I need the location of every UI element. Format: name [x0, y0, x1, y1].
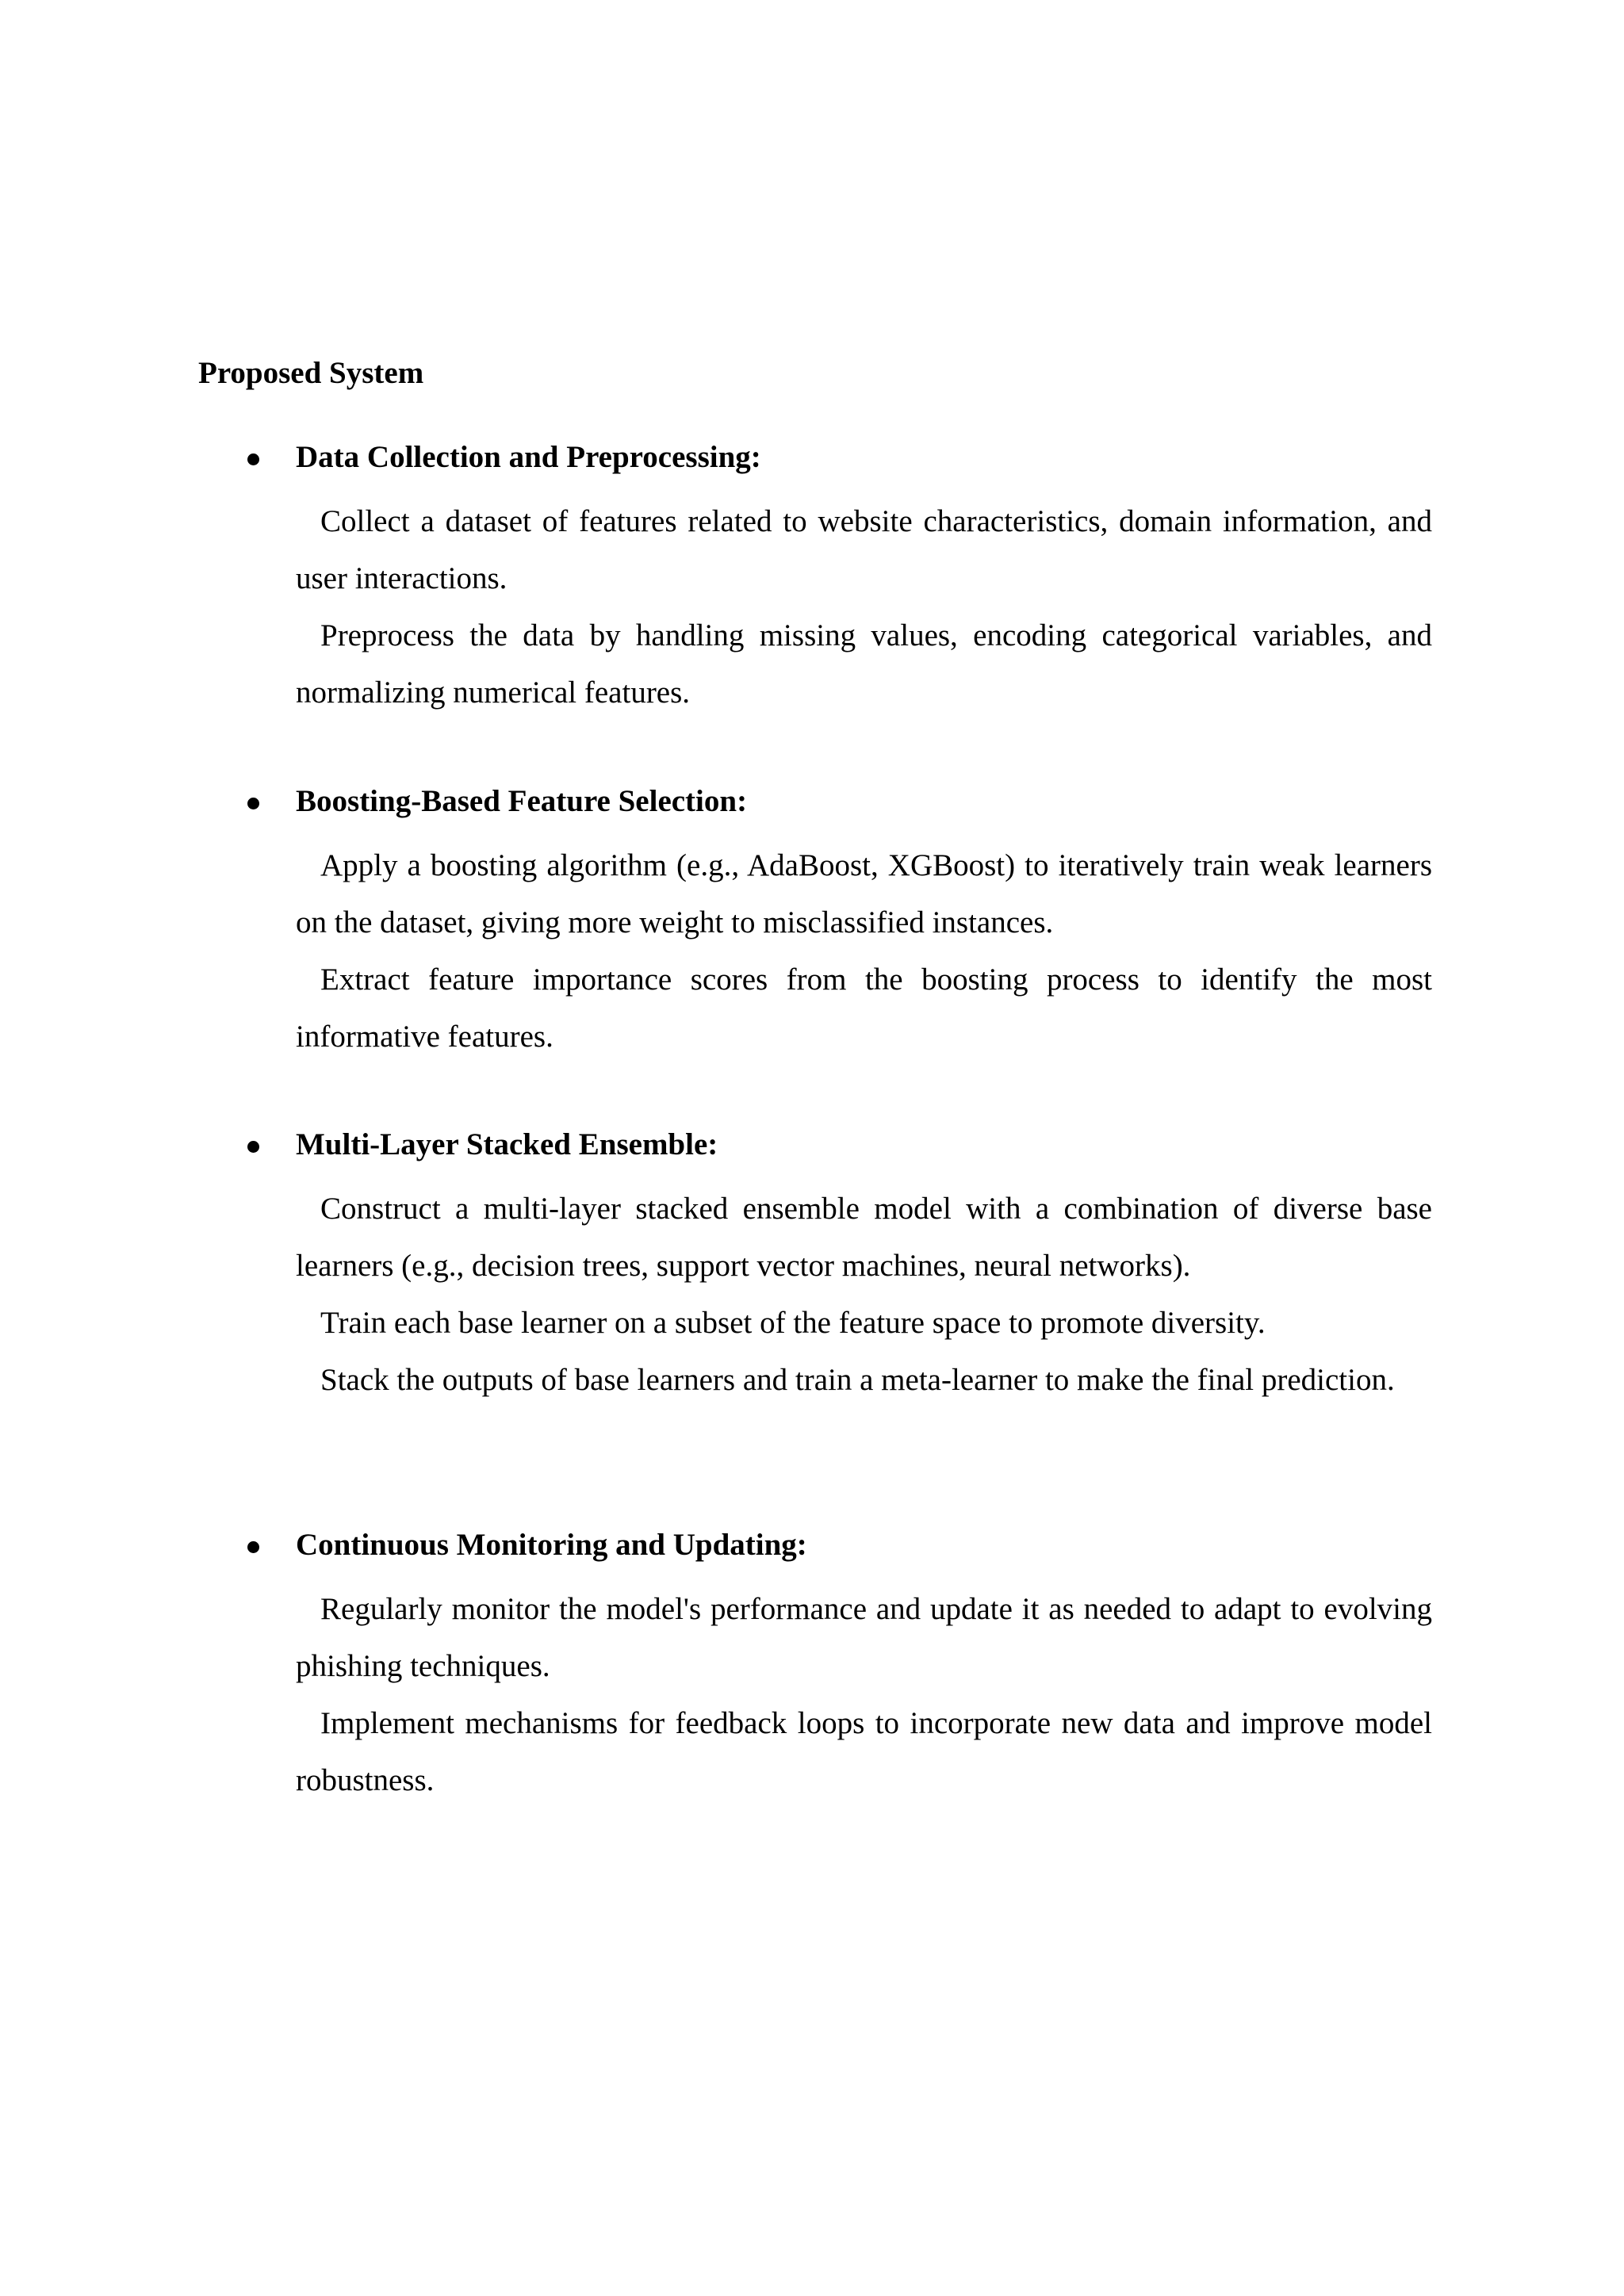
paragraph: Extract feature importance scores from the boosting process to identify the most informative features. [296, 962, 1432, 1054]
section-heading: Boosting-Based Feature Selection: [296, 784, 748, 818]
paragraph: Preprocess the data by handling missing values, encoding categorical variables, and normalizing numerical features. [296, 618, 1432, 710]
section-body [296, 493, 1432, 721]
paragraph: Train each base learner on a subset of the feature space to promote diversity. [320, 1306, 1266, 1340]
paragraph: Regularly monitor the model's performance and update it as needed to adapt to evolving phishing techniques. [296, 1592, 1432, 1683]
paragraph: Collect a dataset of features related to website characteristics, domain information, and user interactions. [296, 504, 1432, 595]
bullet-icon [247, 453, 259, 465]
paragraph: Apply a boosting algorithm (e.g., AdaBoost, XGBoost) to iteratively train weak learners on the dataset, giving more weight to misclassified instances. [296, 848, 1432, 939]
section-body [296, 1581, 1432, 1809]
section-heading: Multi-Layer Stacked Ensemble: [296, 1127, 718, 1161]
bullet-icon [247, 1141, 259, 1153]
section-heading: Continuous Monitoring and Updating: [296, 1528, 807, 1562]
bullet-icon [247, 798, 259, 809]
paragraph: Implement mechanisms for feedback loops to incorporate new data and improve model robustness. [296, 1706, 1432, 1797]
section-body [296, 1181, 1432, 1409]
bullet-icon [247, 1541, 259, 1553]
section-body [296, 837, 1432, 1066]
page-title: Proposed System [198, 356, 424, 390]
paragraph: Stack the outputs of base learners and train a meta-learner to make the final prediction. [320, 1363, 1395, 1397]
section-heading: Data Collection and Preprocessing: [296, 440, 761, 474]
paragraph: Construct a multi-layer stacked ensemble model with a combination of diverse base learners (e.g., decision trees, support vector machines, neural networks). [296, 1192, 1432, 1283]
